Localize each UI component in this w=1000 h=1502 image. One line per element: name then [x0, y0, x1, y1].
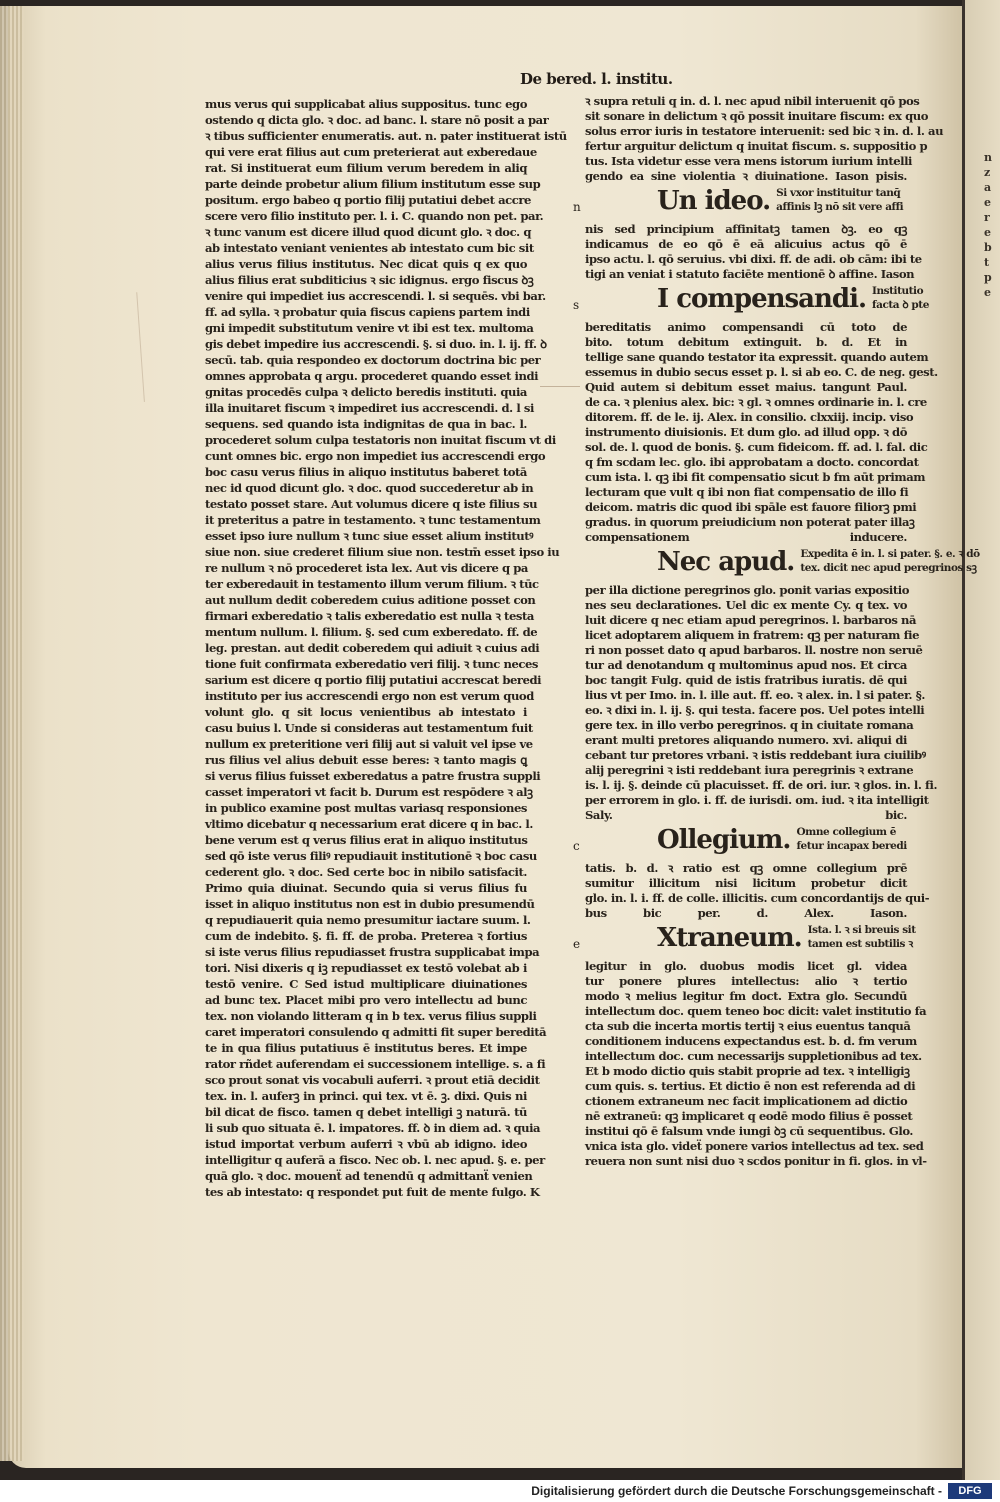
text-line: solus error iuris in testatore interuenit: sed bic ꝛ in. d. l. au: [585, 124, 944, 138]
text-line: ri non posset dato q apud barbaros. ll. nostre non seruē: [585, 643, 923, 657]
footer-credit: Digitalisierung gefördert durch die Deutsche Forschungsgemeinschaft -: [531, 1484, 942, 1498]
right-text-column: [573, 94, 980, 1169]
text-line: Primo quia diuinat. Secundo quia si verus filius fu: [205, 881, 527, 895]
heading-lemma: Nec apud.: [657, 547, 795, 577]
text-line: lius vt per Imo. in. l. ille aut. ff. eo. ꝛ alex. in. l si pater. §.: [585, 688, 925, 702]
text-line: Quid autem si debitum esset maius. tangunt Paul.: [585, 380, 907, 394]
text-line: cebant tur pretores vrbani. ꝛ istis reddebant iura ciuilibꝰ: [585, 748, 926, 762]
text-line: illa inuitaret fiscum ꝛ impediret ius accrescendi. d. l si: [205, 401, 534, 415]
text-line: procederet solum culpa testatoris non inuitat fiscum vt di: [205, 433, 556, 447]
left-text-column: [205, 96, 567, 1200]
text-line: sarium est dicere q portio filij putatiui accrescat beredi: [205, 673, 542, 687]
text-line: leg. prestan. aut dedit coberedem qui adiuit ꝛ cuius adi: [205, 641, 540, 655]
page-edges: [0, 6, 24, 1461]
text-line: sed qō iste verus filiꝰ repudiauit institutionē ꝛ boc casu: [205, 849, 537, 863]
heading-side-text: [776, 186, 907, 214]
heading-side-text: [800, 547, 979, 575]
text-line: quā glo. ꝛ doc. mouenẗ ad tenendū q admittanẗ venien: [205, 1169, 533, 1183]
text-line: gnitas procedēs culpa ꝛ delicto beredis instituti. quia: [205, 385, 527, 399]
section-heading: [573, 284, 929, 318]
text-line: Et b modo dictio quis stabit proprie ad tex. ꝛ intelligiꝫ: [585, 1064, 910, 1078]
text-line: per illa dictione peregrinos glo. ponit varias expositio: [585, 583, 909, 597]
text-line: nis sed principium affinitatꝫ tamen ꝺꝫ. eo qꝫ: [585, 222, 907, 236]
text-line: fertur arguitur delictum q inuitat fiscum. s. suppositio p: [585, 139, 928, 153]
text-line: qui vere erat filius aut cum preterierat aut exberedaue: [205, 145, 537, 159]
text-line: nē extraneū: qꝫ implicaret q eodē modo filius ē posset: [585, 1109, 913, 1123]
text-line: bus bic per. d. Alex. Iason.: [585, 906, 907, 920]
text-line: alius filius erat subditicius ꝛ sic idignus. ergo fiscus ꝺꝫ: [205, 273, 534, 287]
text-line: cum ista. l. qꝫ ibi fit compensatio sicut b fm aūt primam: [585, 470, 926, 484]
text-line: vltimo dicebatur q necessarium erat dicere q in bac. l.: [205, 817, 533, 831]
text-line: sit sonare in delictum ꝛ qō possit inuitare fiscum: ex quo: [585, 109, 928, 123]
text-line: gni impedit substitutum venire vt ibi est tex. multoma: [205, 321, 534, 335]
text-line: tex. non violando litteram q in b tex. verus filius suppli: [205, 1009, 537, 1023]
section-marker: c: [573, 839, 580, 853]
text-line: intellectum doc. quem teneo boc dicit: valet institutio fa: [585, 1004, 927, 1018]
text-line: mentum nullum. l. filium. §. sed cum exberedato. ff. de: [205, 625, 538, 639]
text-line: tamen est subtilis ꝛ: [807, 938, 913, 950]
text-line: institui qō ē falsum vnde iungi ꝺꝫ cū sequentibus. Glo.: [585, 1124, 913, 1138]
text-line: intelligitur q auferā a fisco. Nec ob. l. nec apud. §. e. per: [205, 1153, 545, 1167]
text-line: cum quis. s. tertius. Et dictio ē non est referenda ad di: [585, 1079, 916, 1093]
text-line: tus. Ista videtur esse vera mens istorum iurium intelli: [585, 154, 913, 168]
text-line: rus filius vel alius debuit esse beres: ꝛ tanto magis ꝗ: [205, 753, 527, 767]
section-marker: s: [573, 298, 579, 312]
text-line: nes seu declarationes. Uel dic ex mente Cy. q tex. vo: [585, 598, 907, 612]
text-line: rat. Si instituerat eum filium verum beredem in aliq: [205, 161, 527, 175]
dfg-logo[interactable]: DFG: [948, 1483, 992, 1499]
section-heading: [573, 186, 907, 220]
text-line: tione fuit confirmata exberedatio veri filij. ꝛ tunc neces: [205, 657, 538, 671]
text-line: re nullum ꝛ nō procederet ista lex. Aut vis dicere q pa: [205, 561, 528, 575]
text-line: gere tex. in illo verbo peregrinos. q in ciuitate romana: [585, 718, 914, 732]
text-line: volunt glo. q sit locus venientibus ab intestato i: [205, 705, 527, 719]
text-line: tigi an veniat i statuto faciēte mentionē ꝺ affine. Iason: [585, 267, 915, 281]
text-line: facta ꝺ pte: [872, 299, 929, 311]
text-line: secū. tab. quia respondeo ex doctorum doctrina bic per: [205, 353, 541, 367]
text-line: licet adoptarem aliquem in fratrem: qꝫ per naturam fie: [585, 628, 919, 642]
text-line: boc tangit Fulg. quid de istis fratribus iuratis. dē qui: [585, 673, 907, 687]
text-line: ff. ad sylla. ꝛ probatur quia fiscus capiens partem indi: [205, 305, 530, 319]
heading-side-text: [872, 284, 929, 312]
footer-bar: [0, 1480, 1000, 1502]
text-line: deicom. matris dic quod ibi spāle est fauore filiorꝫ pmi: [585, 500, 917, 514]
text-line: fetur incapax beredi: [796, 840, 907, 852]
text-line: tur ad denotandum q multominus apud nos. Et circa: [585, 658, 907, 672]
text-line: Expedita ē in. l. si pater. §. e. ꝛ dō: [800, 548, 980, 560]
text-line: tur ponere plures intellectus: alio ꝛ tertio: [585, 974, 907, 988]
text-line: sumitur illicitum nisi licitum probetur dicit: [585, 876, 907, 890]
text-line: conditionem inducens expectandus est. b. d. fm verum: [585, 1034, 917, 1048]
text-line: gis debet impedire ius accrescendi. §. si duo. in. l. ij. ff. ꝺ: [205, 337, 547, 351]
text-line: testō venire. C Sed istud multiplicare diuinationes: [205, 977, 527, 991]
text-line: alij peregrini ꝛ isti reddebant iura peregrinis ꝛ extrane: [585, 763, 914, 777]
text-line: ditorem. ff. de le. ij. Alex. in consilio. clxxiij. incip. viso: [585, 410, 914, 424]
text-line: is. l. ij. §. deinde cū placuisset. ff. de ori. iur. ꝛ glos. in. l. fi.: [585, 778, 938, 792]
text-line: ꝛ supra retuli q in. d. l. nec apud nibil interuenit qō pos: [585, 94, 920, 108]
text-line: glo. in. l. i. ff. de colle. illicitis. cum concordantijs de qui-: [585, 891, 930, 905]
text-line: affinis lꝫ nō sit vere affi: [776, 201, 904, 213]
text-line: cta sub die incerta mortis tertij ꝛ eius euentus tanquā: [585, 1019, 911, 1033]
text-line: boc casu verus filius in aliquo institutus baberet totā: [205, 465, 527, 479]
text-line: mus verus qui supplicabat alius suppositus. tunc ego: [205, 97, 527, 111]
text-line: legitur in glo. duobus modis licet gl. videa: [585, 959, 907, 973]
text-line: parte deinde probetur alium filium institutum esse sup: [205, 177, 541, 191]
text-line: essemus in dubio secus esset p. l. si ab eo. C. de neg. gest.: [585, 365, 938, 379]
text-line: si verus filius fuisset exberedatus a patre frustra suppli: [205, 769, 541, 783]
text-line: bil dicat de fisco. tamen q debet intelligi ꝫ naturā. tū: [205, 1105, 527, 1119]
text-line: tatis. b. d. ꝛ ratio est qꝫ omne collegium prē: [585, 861, 907, 875]
text-line: sequens. sed quando ista indignitas de qua in bac. l.: [205, 417, 527, 431]
text-line: sol. de. l. quod de bonis. §. cum fideicom. ff. ad. l. fal. dic: [585, 440, 928, 454]
text-line: omnes approbata q argu. procederet quando esset indi: [205, 369, 539, 383]
text-line: Si vxor instituitur tanq̄: [776, 187, 901, 199]
text-line: instituto per ius accrescendi ergo non est verum quod: [205, 689, 534, 703]
text-line: indicamus de eo qō ē eā alicuius actus qō ē: [585, 237, 907, 251]
text-line: cunt omnes bic. ergo non impediet ius accrescendi ergo: [205, 449, 546, 463]
text-line: gendo ea sine violentia ꝛ diuinatione. Iason pisis.: [585, 169, 907, 183]
text-line: cederent glo. ꝛ doc. Sed certe boc in nibilo satisfacit.: [205, 865, 527, 879]
text-line: ꝛ tunc vanum est dicere illud quod dicunt glo. ꝛ doc. q: [205, 225, 532, 239]
heading-lemma: Un ideo.: [657, 186, 771, 216]
section-heading: [585, 547, 980, 581]
text-line: siue non. siue crederet filium siue non. testm̄ esset ipso iu: [205, 545, 560, 559]
text-line: ꝛ tibus sufficienter enumeratis. aut. n. pater instituerat istū: [205, 129, 567, 143]
text-line: rator rñdet auferendam ei successionem intellige. s. a fi: [205, 1057, 546, 1071]
text-line: it preteritus a patre in testamento. ꝛ tunc testamentum: [205, 513, 541, 527]
text-line: li sub quo situata ē. l. impatores. ff. ꝺ in diem ad. ꝛ quia: [205, 1121, 541, 1135]
text-line: in publico examine post multas variasq responsiones: [205, 801, 527, 815]
text-line: Omne collegium ē: [796, 826, 896, 838]
text-line: tex. in. l. auferꝫ in princi. qui tex. vt ē. ꝫ. dixi. Quis ni: [205, 1089, 527, 1103]
text-line: Ista. l. ꝛ si breuis sit: [807, 924, 916, 936]
section-heading: [573, 923, 916, 957]
text-line: Institutio: [872, 285, 924, 297]
text-line: nullum ex preteritione veri filij aut si valuit vel ipse ve: [205, 737, 533, 751]
text-line: positum. ergo babeo q portio filij putatiui debet accre: [205, 193, 531, 207]
text-line: cum de indebito. §. fi. ff. de proba. Preterea ꝛ fortius: [205, 929, 527, 943]
text-line: luit dicere q nec etiam apud peregrinos. l. barbaros nā: [585, 613, 917, 627]
section-heading: [573, 825, 907, 859]
heading-side-text: [808, 923, 916, 951]
text-line: modo ꝛ melius legitur fm doct. Extra glo. Secundū: [585, 989, 907, 1003]
text-line: lecturam que vult q ibi non fiat compensatio de illo fi: [585, 485, 909, 499]
text-line: casu buius l. Unde si consideras aut testamentum fuit: [205, 721, 533, 735]
text-line: reuera non sunt nisi duo ꝛ scdos ponitur in fi. glos. in vl-: [585, 1154, 927, 1168]
text-line: eo. ꝛ dixi in. l. ij. §. qui testa. facere pos. Uel potes intelli: [585, 703, 925, 717]
text-line: bereditatis animo compensandi cū toto de: [585, 320, 907, 334]
text-line: sco prout sonat vis vocabuli auferri. ꝛ prout etiā decidit: [205, 1073, 540, 1087]
text-line: esset ipso iure nullum ꝛ tunc siue esset alium institutꝰ: [205, 529, 534, 543]
text-line: tes ab intestato: q respondet put fuit de mente fulgo. K: [205, 1185, 540, 1199]
text-line: intellectum doc. cum necessarijs suppletionibus ad tex.: [585, 1049, 922, 1063]
text-line: nec id quod dicunt glo. ꝛ doc. quod succederetur ab in: [205, 481, 534, 495]
text-line: ostendo q dicta glo. ꝛ doc. ad banc. l. stare nō posit a par: [205, 113, 549, 127]
text-line: te in qua filius putatiuus ē institutus beres. Et impe: [205, 1041, 527, 1055]
text-line: bito. totum debitum extinguit. b. d. Et in: [585, 335, 907, 349]
text-line: ad bunc tex. Placet mibi pro vero intellectu ad bunc: [205, 993, 527, 1007]
text-line: ctionem extraneum nec facit implicationem ad dictio: [585, 1094, 908, 1108]
text-line: tellige sane quando testator ita expressit. quando autem: [585, 350, 929, 364]
text-line: istud importat verbum auferri ꝛ vbū ab idigno. ideo: [205, 1137, 527, 1151]
heading-side-text: [796, 825, 907, 853]
text-line: ter exberedauit in testamento illum verum filium. ꝛ tūc: [205, 577, 539, 591]
heading-lemma: Xtraneum.: [657, 923, 802, 953]
text-line: per errorem in glo. i. ff. de iurisdi. om. iud. ꝛ ita intelligit: [585, 793, 929, 807]
heading-lemma: I compensandi.: [657, 284, 867, 314]
text-line: q repudiauerit quia nemo presumitur iactare suum. l.: [205, 913, 531, 927]
text-line: compensationem inducere.: [585, 530, 907, 544]
text-line: isset in aliquo institutus non est in dubio presumendū: [205, 897, 535, 911]
text-line: ab intestato veniant venientes ab intestato cum bic sit: [205, 241, 534, 255]
text-line: tex. dicit nec apud peregrinos sꝫ: [800, 562, 977, 574]
text-line: instrumento diuisionis. Et dum glo. ad illud opp. ꝛ dō: [585, 425, 907, 439]
text-line: casset imperatori vt facit b. Durum est respōdere ꝛ alꝫ: [205, 785, 533, 799]
text-line: venire qui impediet ius accrescendi. l. si sequēs. vbi bar.: [205, 289, 546, 303]
handwritten-margin-mark: [540, 372, 580, 387]
text-line: si iste verus filius repudiasset frustra supplicabat impa: [205, 945, 540, 959]
handwritten-margin-note: [136, 288, 205, 402]
text-line: aut nullum dedit coberedem cuius aditione posset con: [205, 593, 536, 607]
text-line: q fm scdam lec. glo. ibi approbatam a docto. concordat: [585, 455, 919, 469]
text-line: vnica ista glo. videẗ ponere varios intellectus ad tex. sed: [585, 1139, 924, 1153]
adjacent-page-edge: n z a e r e b t p e: [962, 0, 1000, 1480]
text-line: firmari exberedatio ꝛ talis exberedatio est nulla ꝛ testa: [205, 609, 534, 623]
text-line: bene verum est q verus filius erat in aliquo institutus: [205, 833, 528, 847]
text-line: erant multi pretores aliquando numero. xvi. aliqui di: [585, 733, 907, 747]
text-line: ipso actu. l. qō seruius. vbi dixi. ff. de adi. ob cām: ibi te: [585, 252, 922, 266]
text-line: de ca. ꝛ plenius alex. bic: ꝛ gl. ꝛ omnes ordinarie in. l. cre: [585, 395, 927, 409]
section-marker: e: [573, 937, 580, 951]
section-marker: n: [573, 200, 581, 214]
text-line: caret imperatori consulendo q admitti fit super bereditā: [205, 1025, 547, 1039]
running-header: De bered. l. institu.: [520, 70, 673, 88]
text-line: Saly. bic.: [585, 808, 907, 822]
text-line: testato posset stare. Aut volumus dicere q iste filius su: [205, 497, 538, 511]
text-line: gradus. in quorum preiudicium non poterat pater illaꝫ: [585, 515, 915, 529]
heading-lemma: Ollegium.: [657, 825, 791, 855]
text-line: tori. Nisi dixeris q iꝫ repudiasset ex testō volebat ab i: [205, 961, 527, 975]
text-line: alius verus filius institutus. Nec dicat quis q ex quo: [205, 257, 527, 271]
text-line: scere vero filio instituto per. l. i. C. quando non pet. par.: [205, 209, 544, 223]
